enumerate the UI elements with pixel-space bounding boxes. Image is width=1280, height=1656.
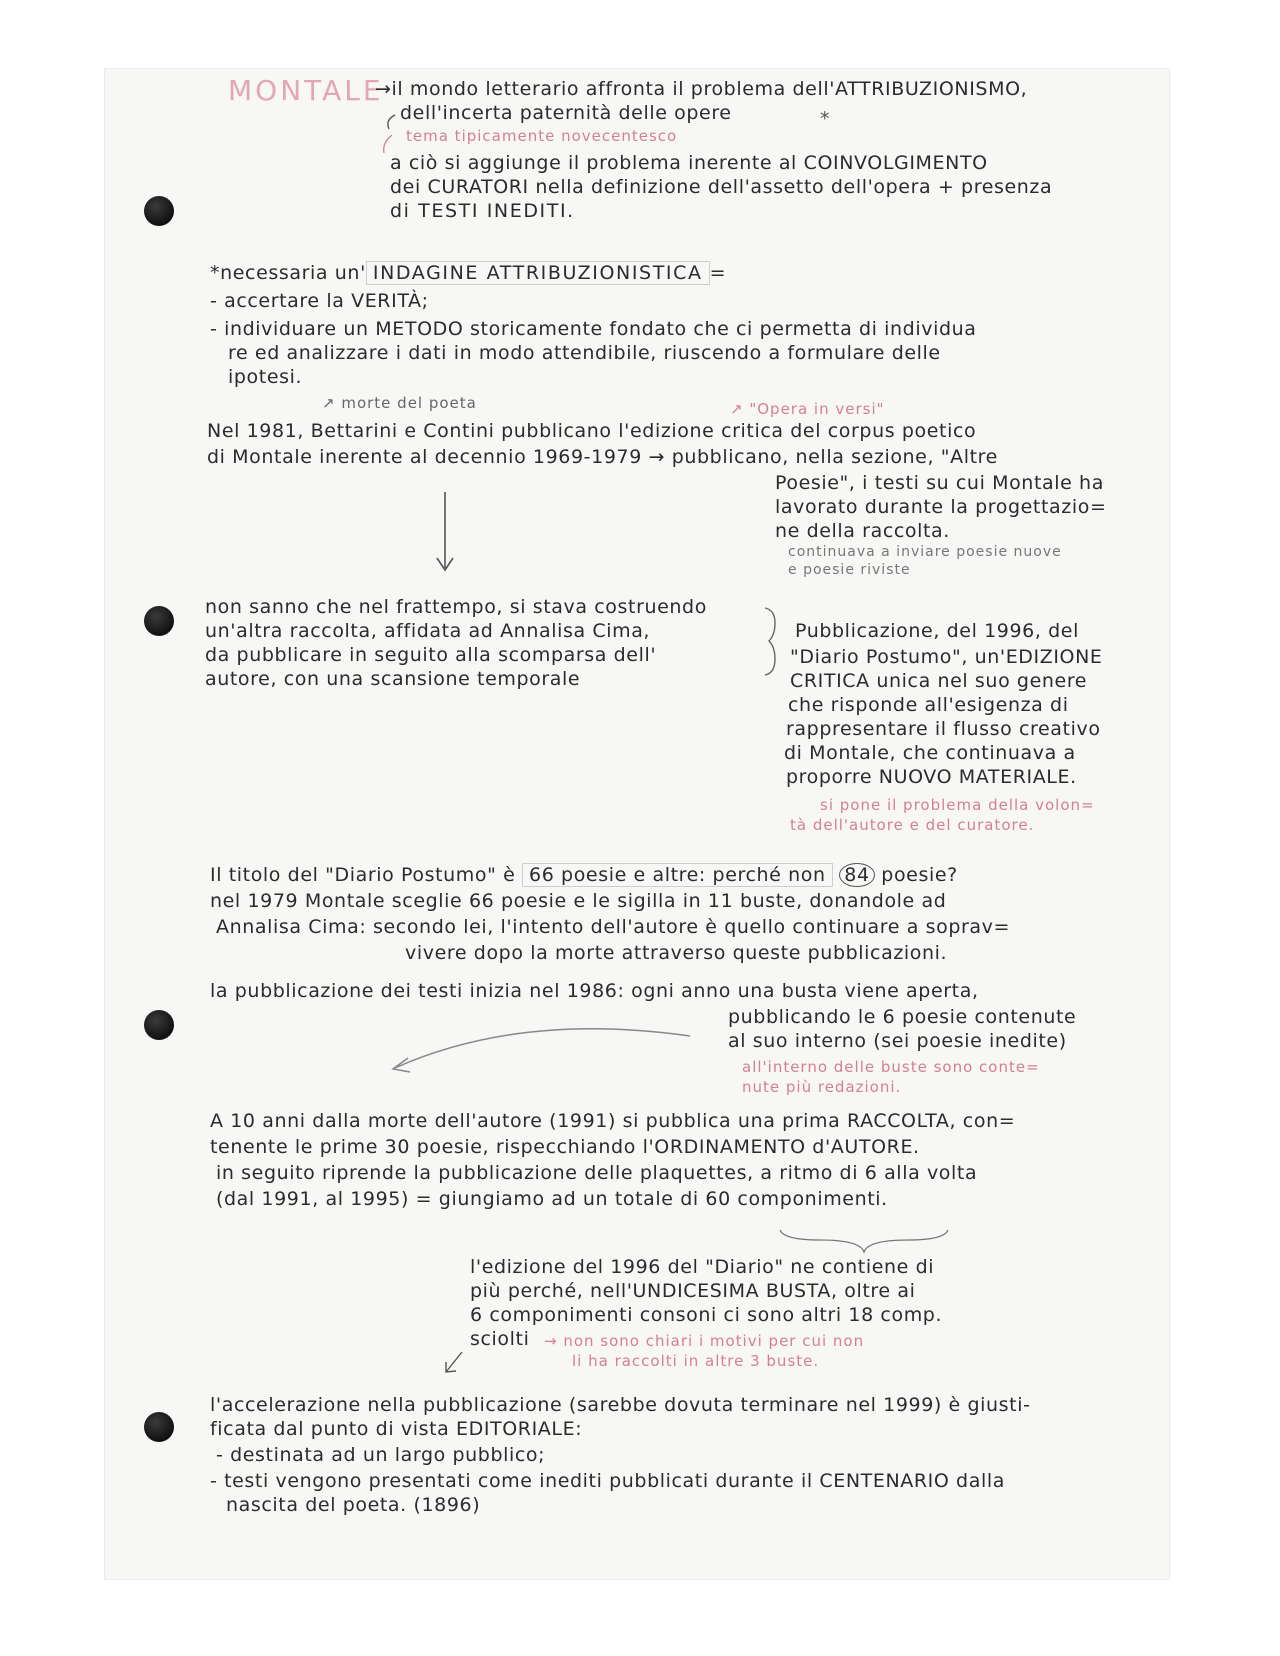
text-fragment: poesie? [881, 864, 958, 886]
side-note: e poesie riviste [788, 562, 911, 578]
side-note: si pone il problema della volon= [820, 796, 1095, 814]
side-note: continuava a inviare poesie nuove [788, 544, 1062, 560]
list-item: - testi vengono presentati come inediti pubblicati durante il CENTENARIO dalla [210, 1470, 1005, 1492]
binder-hole [144, 606, 174, 636]
text-line: dell'incerta paternità delle opere [400, 102, 732, 124]
text-line: proporre NUOVO MATERIALE. [786, 766, 1077, 788]
boxed-term: INDAGINE ATTRIBUZIONISTICA [366, 261, 710, 285]
text-line: dei CURATORI nella definizione dell'assetto dell'opera + presenza [390, 176, 1053, 198]
text-line: l'accelerazione nella pubblicazione (sarebbe dovuta terminare nel 1999) è giusti- [210, 1394, 1031, 1416]
text-line: ne della raccolta. [775, 520, 950, 542]
text-line: →il mondo letterario affronta il problema dell'ATTRIBUZIONISMO, [375, 78, 1028, 100]
side-note: li ha raccolti in altre 3 buste. [572, 1352, 820, 1370]
text-line: al suo interno (sei poesie inedite) [728, 1030, 1067, 1052]
side-note: nute più redazioni. [742, 1078, 902, 1096]
text-line: autore, con una scansione temporale [205, 668, 581, 690]
text-line: Pubblicazione, del 1996, del [795, 620, 1079, 642]
text-line: pubblicando le 6 poesie contenute [728, 1006, 1077, 1028]
side-note: tema tipicamente novecentesco [406, 127, 678, 145]
text-line: da pubblicare in seguito alla scomparsa dell' [205, 644, 657, 666]
text-line: di Montale, che continuava a [784, 742, 1076, 764]
text-line: CRITICA unica nel suo genere [790, 670, 1088, 692]
text-line: (dal 1991, al 1995) = giungiamo ad un totale di 60 componimenti. [216, 1188, 888, 1210]
text-line: "Diario Postumo", un'EDIZIONE [790, 646, 1103, 668]
text-line: più perché, nell'UNDICESIMA BUSTA, oltre ai [470, 1280, 916, 1302]
list-item: - individuare un METODO storicamente fondato che ci permetta di individua [210, 318, 977, 340]
side-note: all'interno delle buste sono conte= [742, 1058, 1040, 1076]
text-line: tenente le prime 30 poesie, rispecchiando l'ORDINAMENTO d'AUTORE. [210, 1136, 920, 1158]
text-line: la pubblicazione dei testi inizia nel 1986: ogni anno una busta viene aperta, [210, 980, 979, 1002]
text-line: in seguito riprende la pubblicazione delle plaquettes, a ritmo di 6 alla volta [216, 1162, 978, 1184]
circled-number: 84 [839, 863, 874, 887]
binder-hole [144, 1412, 174, 1442]
text-line: ipotesi. [228, 366, 303, 388]
text-line: un'altra raccolta, affidata ad Annalisa Cima, [205, 620, 651, 642]
text-line: vivere dopo la morte attraverso queste pubblicazioni. [405, 942, 948, 964]
text-fragment: *necessaria un' [210, 262, 366, 284]
list-item: - destinata ad un largo pubblico; [216, 1444, 546, 1466]
side-note: ↗ morte del poeta [322, 394, 477, 412]
text-fragment: = [709, 262, 727, 284]
text-line: sciolti [470, 1328, 530, 1350]
side-note: → non sono chiari i motivi per cui non [544, 1332, 865, 1350]
text-fragment: Il titolo del "Diario Postumo" è [210, 864, 516, 886]
text-line: Poesie", i testi su cui Montale ha [775, 472, 1104, 494]
text-line: nel 1979 Montale sceglie 66 poesie e le sigilla in 11 buste, donandole ad [210, 890, 947, 912]
text-line: di TESTI INEDITI. [390, 200, 575, 222]
boxed-term: 66 poesie e altre: perché non [522, 863, 833, 887]
list-item: - accertare la VERITÀ; [210, 290, 429, 312]
text-line [210, 864, 958, 886]
text-line: ficata dal punto di vista EDITORIALE: [210, 1418, 583, 1440]
binder-hole [144, 1010, 174, 1040]
text-line: A 10 anni dalla morte dell'autore (1991) si pubblica una prima RACCOLTA, con= [210, 1110, 1016, 1132]
text-line: 6 componimenti consoni ci sono altri 18 comp. [470, 1304, 943, 1326]
text-line: Annalisa Cima: secondo lei, l'intento dell'autore è quello continuare a soprav= [216, 916, 1011, 938]
side-note: tà dell'autore e del curatore. [790, 816, 1035, 834]
text-line: non sanno che nel frattempo, si stava costruendo [205, 596, 707, 618]
text-line: l'edizione del 1996 del "Diario" ne contiene di [470, 1256, 935, 1278]
text-line: re ed analizzare i dati in modo attendibile, riuscendo a formulare delle [228, 342, 941, 364]
asterisk-mark: * [820, 108, 831, 130]
text-line: che risponde all'esigenza di [788, 694, 1069, 716]
text-line: rappresentare il flusso creativo [786, 718, 1101, 740]
text-line: lavorato durante la progettazio= [775, 496, 1107, 518]
text-line: Nel 1981, Bettarini e Contini pubblicano l'edizione critica del corpus poetico [207, 420, 977, 442]
text-line: nascita del poeta. (1896) [226, 1494, 481, 1516]
text-line: di Montale inerente al decennio 1969-1979 → pubblicano, nella sezione, "Altre [207, 446, 998, 468]
page-title: MONTALE [228, 74, 384, 107]
binder-hole [144, 196, 174, 226]
text-line [210, 262, 726, 284]
side-note: ↗ "Opera in versi" [730, 400, 885, 418]
text-line: a ciò si aggiunge il problema inerente al COINVOLGIMENTO [390, 152, 988, 174]
